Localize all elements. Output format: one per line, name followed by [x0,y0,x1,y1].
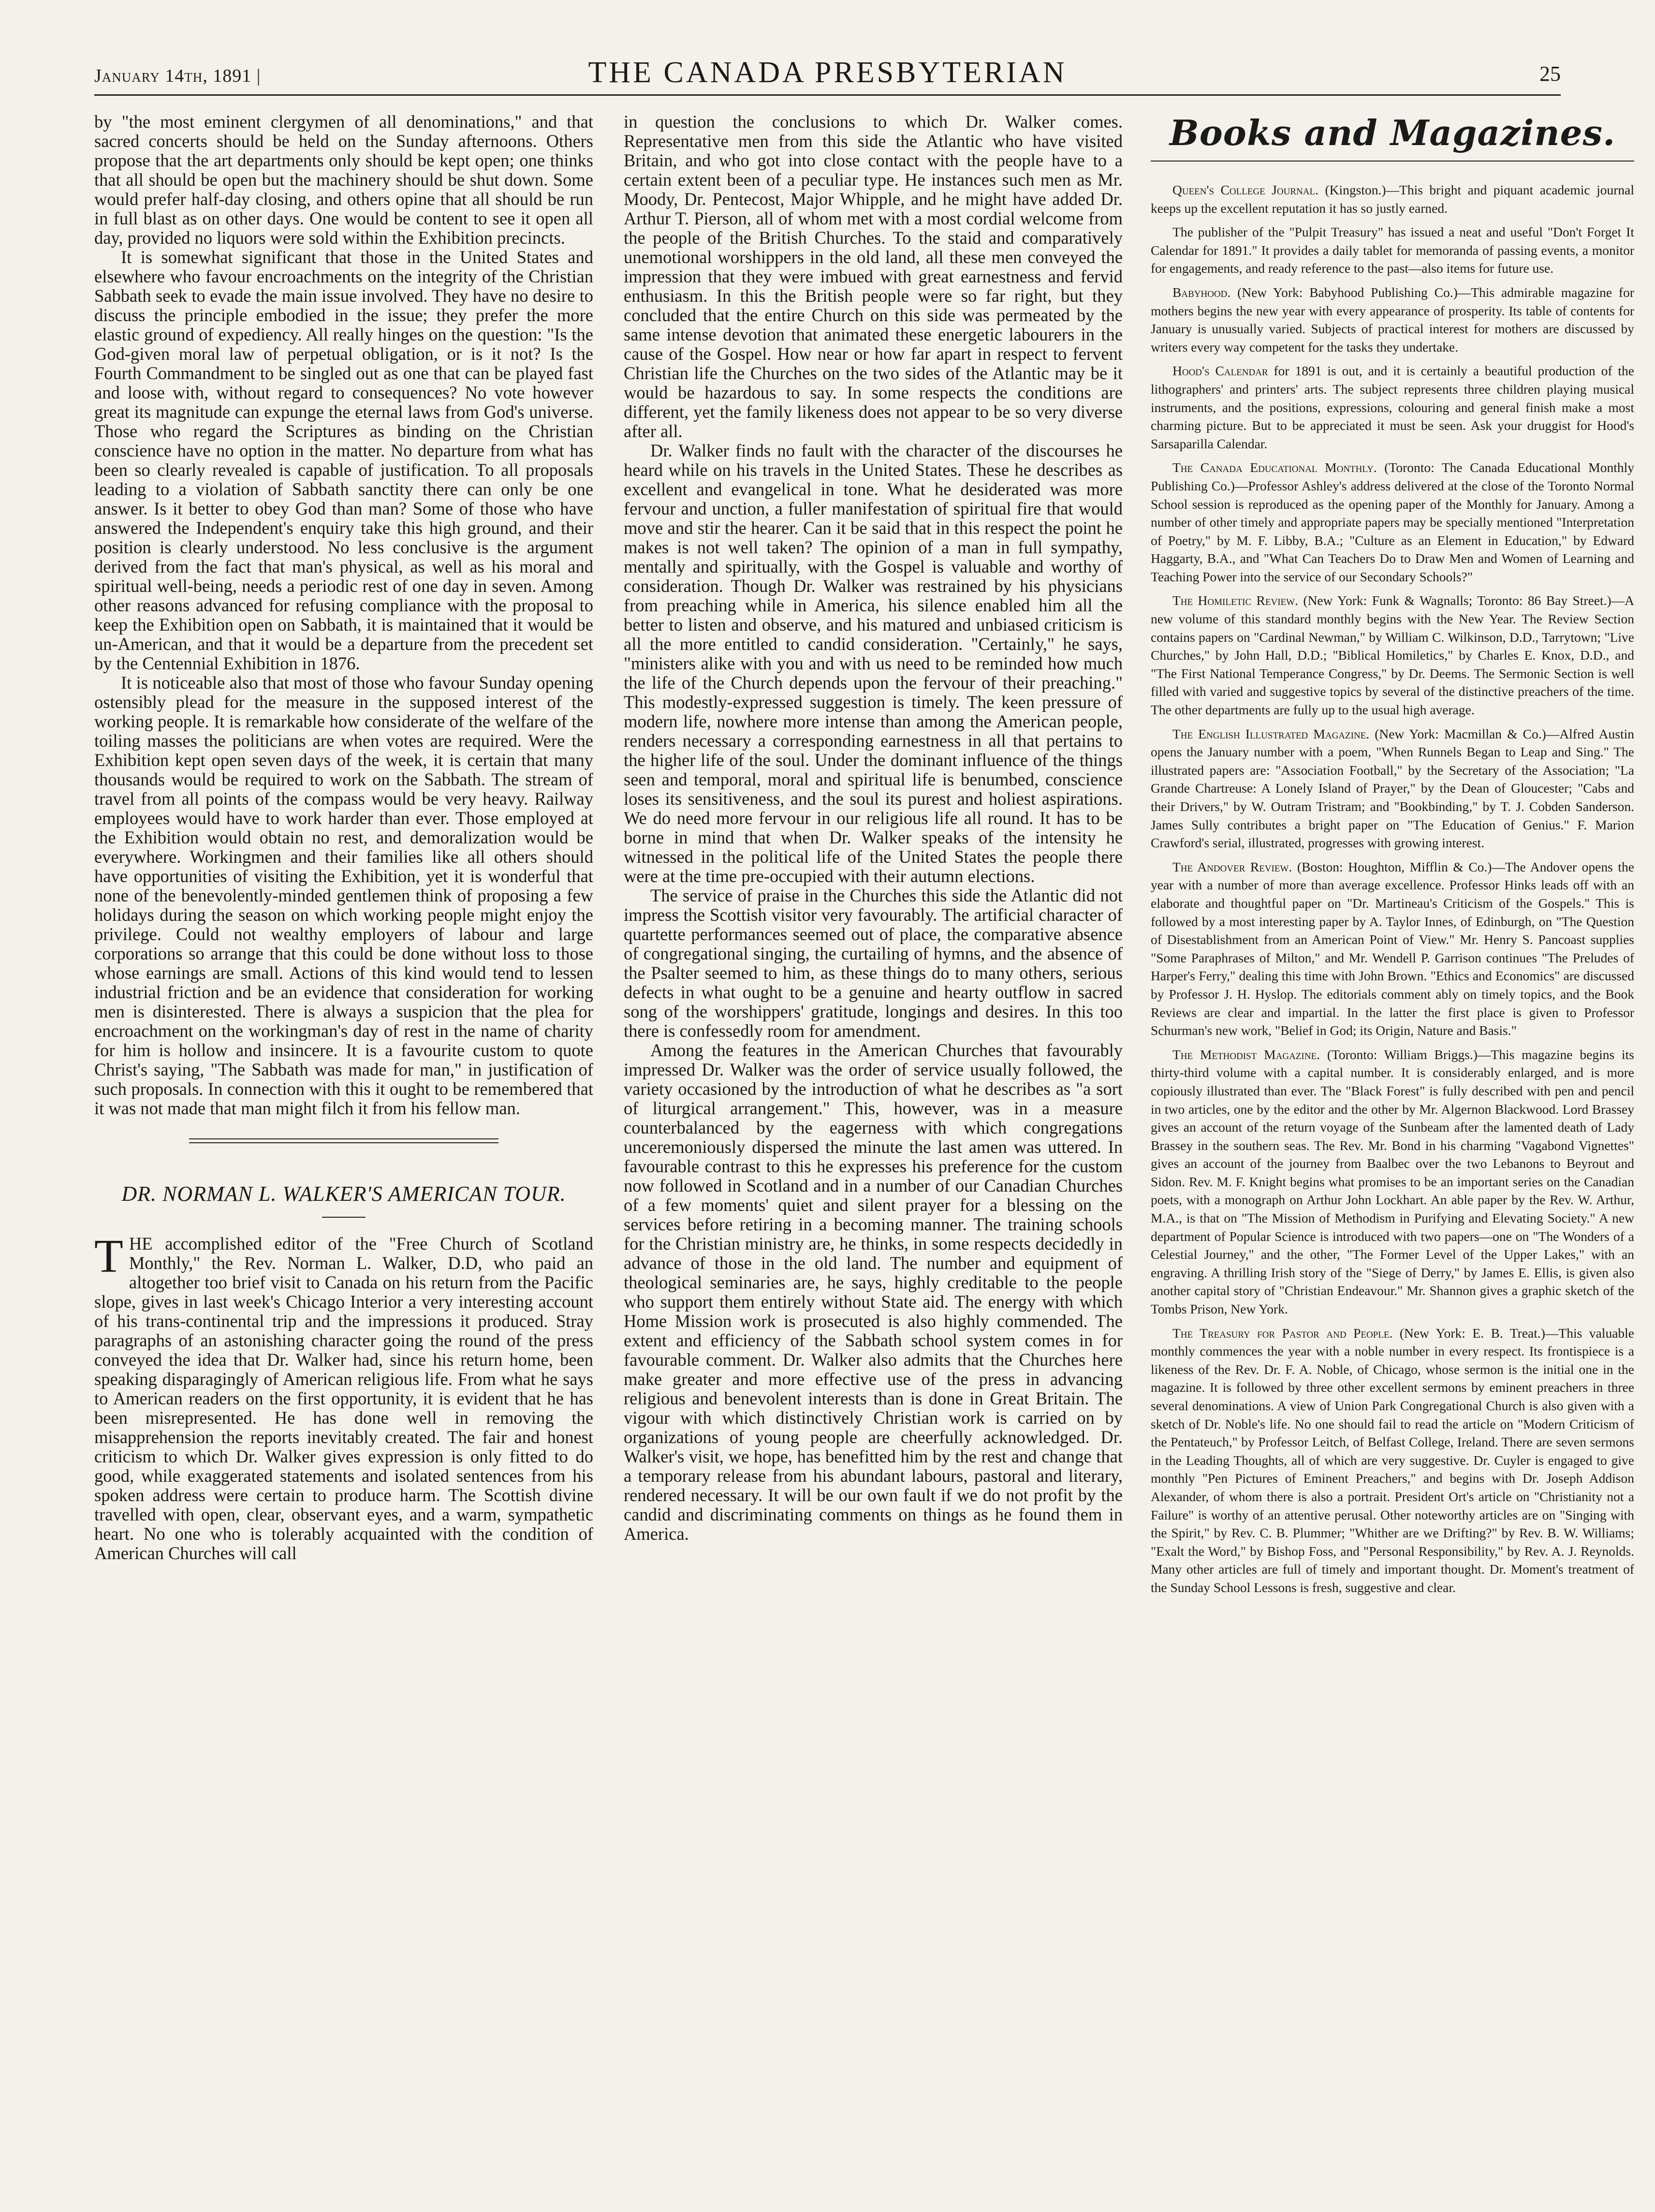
review-head: Queen's College Journal. [1172,182,1318,197]
review-text: (Toronto: The Canada Educational Monthly Publishing Co.)—Professor Ashley's address delivered at the close of the Toronto Normal School session is reproduced as the opening paper of the Monthly for January. Among a number of other timely and appropriate papers may be specially mentioned "Interpretation of Poetry," by M. F. Libby, B.A.; "Culture as an Element in Education," by Edward Haggarty, B.A., and "What Can Teachers Do to Draw Men and Women of Learning and Teaching Power into the service of our Secondary Schools?" [1151,460,1634,584]
review-head: The Canada Educational Monthly. [1172,460,1377,475]
article-paragraph: It is somewhat significant that those in the United States and elsewhere who favour encroachments on the integrity of the Christian Sabbath seek to evade the main issue involved. They have no desire to discuss the principle embodied in the issue; they prefer the more elastic ground of expediency. All really hinges on the question: "Is the God-given moral law of perpetual obligation, or is it not? Is the Fourth Commandment to be singled out as one that can be played fast and loose with, without regard to consequences? No vote however great its magnitude can expunge the eternal laws from God's universe. Those who regard the Scriptures as binding on the Christian conscience have no option in the matter. No departure from what has been so clearly revealed is capable of justification. To all proposals leading to a violation of Sabbath sanctity there can only be one answer. Is it better to obey God than man? Some of those who have answered the Independent's enquiry take this high ground, and their position is clearly understood. No less conclusive is the argument derived from the fact that man's physical, as well as his moral and spiritual well-being, needs a periodic rest of one day in seven. Among other reasons advanced for refusing compliance with the proposal to keep the Exhibition open on Sabbath, it is maintained that it would be un-American, and that it would be a departure from the precedent set by the Centennial Exhibition in 1876. [94,247,593,673]
drop-cap: T [94,1230,123,1283]
review-head: The Methodist Magazine. [1172,1047,1320,1062]
article-paragraph: Among the features in the American Churches that favourably impressed Dr. Walker was the order of service usually followed, the variety occasioned by the introduction of what he describes as "a sort of liturgical arrangement." This, however, was in a measure counterbalanced by the eagerness with which congregations unceremoniously dispersed the minute the last amen was uttered. In favourable contrast to this he expresses his preference for the custom now followed in Scotland and in a number of our Canadian Churches of a few moments' quiet and silent prayer for a blessing on the services before retiring in a becoming manner. The training schools for the Christian ministry are, he thinks, in some respects decidedly in advance of those in the old land. The number and equipment of theological seminaries are, he says, highly creditable to the people who support them entirely without State aid. The energy with which Home Mission work is prosecuted is also highly commended. The extent and efficiency of the Sabbath school system comes in for favourable comment. Dr. Walker also admits that the Churches here make greater and more effective use of the press in advancing religious and benevolent interests than is done in Great Britain. The vigour with which distinctively Christian work is carried on by organizations of young people are cheerfully acknowledged. Dr. Walker's visit, we hope, has benefitted him by the rest and change that a temporary release from his abundant labours, pastoral and literary, rendered necessary. It will be our own fault if we do not profit by the candid and discriminating comments on things as he found them in America. [624,1040,1123,1544]
review-text: The publisher of the "Pulpit Treasury" has issued a neat and useful "Don't Forget It Calendar for 1891." It provides a daily tablet for memoranda of passing events, a monitor for engagements, and ready reference to the past—also items for future use. [1151,224,1634,276]
review-item [1151,1046,1634,1318]
masthead-title: THE CANADA PRESBYTERIAN [588,56,1067,89]
review-head: The English Illustrated Magazine. [1172,726,1370,741]
review-item [1151,223,1634,278]
review-item [1151,1324,1634,1597]
article-paragraph: in question the conclusions to which Dr. Walker comes. Representative men from this side the Atlantic who have visited Britain, and who got into close contact with the people have to a certain extent been of a peculiar type. He instances such men as Mr. Moody, Dr. Pentecost, Major Whipple, and he might have added Dr. Arthur T. Pierson, all of whom met with a most cordial welcome from the people of the British Churches. To the staid and comparatively unemotional worshippers in the old land, all these men conveyed the impression that they were imbued with great earnestness and fervid enthusiasm. In this the British people were so far right, but they concluded that the entire Church on this side was permeated by the same intense devotion that animated these energetic labourers in the cause of the Gospel. How near or how far apart in respect to fervent Christian life the Churches on the two sides of the Atlantic may be it would be hazardous to say. In some respects the conditions are different, yet the family likeness does not appear to be so very diverse after all. [624,112,1123,441]
article-paragraph [94,1230,593,1563]
review-head: Hood's Calendar [1172,363,1268,379]
article-paragraph-text: HE accomplished editor of the "Free Church of Scotland Monthly," the Rev. Norman L. Walker, D.D, who paid an altogether too brief visit to Canada on his return from the Pacific slope, gives in last week's Chicago Interior a very interesting account of his trans-continental trip and the impressions it produced. Stray paragraphs of an astonishing character going the round of the press conveyed the idea that Dr. Walker had, since his return home, been speaking disparagingly of American religious life. From what he says to American readers on the first opportunity, it is evident that he has been misrepresented. He has done well in removing the misapprehension the reports inevitably created. The fair and honest criticism to which Dr. Walker gives expression is only fitted to do good, while exaggerated statements and isolated sentences from his spoken address were certain to produce harm. The Scottish divine travelled with open, clear, observant eyes, and a warm, sympathetic heart. No one who is tolerably acquainted with the condition of American Churches will call [94,1234,593,1563]
column-2 [624,112,1123,2183]
review-head: Babyhood. [1172,284,1231,300]
article-paragraph: Dr. Walker finds no fault with the character of the discourses he heard while on his travels in the United States. These he describes as excellent and evangelical in tone. What he desiderated was more fervour and unction, a fuller manifestation of spiritual fire that would move and stir the hearer. Can it be said that in this respect the point he makes is not well taken? The opinion of a man in full sympathy, mentally and spiritually, with the Gospel is valuable and worthy of consideration. Though Dr. Walker was restrained by his physicians from preaching while in America, his silence enabled him all the better to listen and observe, and his matured and unbiased criticism is all the more entitled to candid consideration. "Certainly," he says, "ministers alike with you and with us need to be reminded how much the life of the Church depends upon the fervour of their preaching." This modestly-expressed suggestion is timely. The keen pressure of modern life, nowhere more intense than among the American people, renders necessary a corresponding earnestness in all that pertains to the higher life of the soul. Under the dominant influence of the things seen and temporal, moral and spiritual life is benumbed, conscience loses its sensitiveness, and the soul its purest and holiest aspirations. We do need more fervour in our religious life all round. It has to be borne in mind that when Dr. Walker speaks of the intensity he witnessed in the political life of the United States the people there were at the time pre-occupied with their autumn elections. [624,441,1123,886]
article-paragraph: by "the most eminent clergymen of all denominations," and that sacred concerts should be held on the Sunday afternoons. Others propose that the art departments only should be kept open; one thinks that all should be open but the machinery should be shut down. Some would prefer half-day closing, and others opine that all should be run in full blast as on other days. One would be content to see it open all day, provided no liquors were sold within the Exhibition precincts. [94,112,593,248]
review-text: (New York: E. B. Treat.)—This valuable monthly commences the year with a noble number in every respect. Its frontispiece is a likeness of the Rev. Dr. F. A. Noble, of Chicago, whose sermon is the initial one in the magazine. It is followed by three other excellent sermons by eminent preachers in three several denominations. A view of Union Park Congregational Church is also given with a sketch of Dr. Noble's life. No one should fail to read the article on "Modern Criticism of the Pentateuch," by Professor Leitch, of Belfast College, Ireland. There are seven sermons in the Leading Thoughts, all of which are very suggestive. Dr. Cuyler is engaged to give monthly "Pen Pictures of Eminent Preachers," and begins with Dr. Joseph Addison Alexander, of whom there is also a portrait. President Ort's article on "Christianity not a Failure" is worthy of an attentive perusal. Other noteworthy articles are on "Singing with the Spirit," by Rev. C. B. Plummer; "Whither are we Drifting?" by Rev. B. W. Williams; "Exalt the Word," by Bishop Foss, and "Personal Responsibility," by Rev. A. J. Reynolds. Many other articles are full of timely and important thought. Dr. Moment's treatment of the Sunday School Lessons is fresh, suggestive and clear. [1151,1325,1634,1595]
review-text: (New York: Babyhood Publishing Co.)—This admirable magazine for mothers begins the new year with every appearance of prosperity. Its table of contents for January is unusually varied. Subjects of practical interest for mothers are discussed by writers every way competent for the tasks they undertake. [1151,284,1634,354]
issue-date: January 14th, 1891 | [94,66,261,86]
title-rule [1151,161,1634,162]
page-header [94,56,1561,96]
column-3 [1151,112,1634,2183]
books-section-title: Books and Magazines. [1169,112,1616,153]
section-heading: DR. NORMAN L. WALKER'S AMERICAN TOUR. [121,1182,566,1206]
review-head: The Treasury for Pastor and People. [1172,1325,1393,1341]
review-item [1151,591,1634,719]
review-item [1151,283,1634,356]
review-item [1151,362,1634,453]
review-head: The Andover Review. [1172,859,1292,874]
article-paragraph: The service of praise in the Churches this side the Atlantic did not impress the Scottish visitor very favourably. The artificial character of quartette performances seemed out of place, the comparative absence of congregational singing, the curtailing of hymns, and the absence of the Psalter seemed to him, as these things do to many others, serious defects in what ought to be a genuine and hearty outflow in sacred song of the worshippers' gratitude, longings and desires. In this too there is confessedly room for amendment. [624,885,1123,1041]
review-item [1151,725,1634,852]
review-item [1151,858,1634,1040]
review-item [1151,458,1634,586]
article-paragraph: It is noticeable also that most of those who favour Sunday opening ostensibly plead for the measure in the supposed interest of the working people. It is remarkable how considerate of the welfare of the toiling masses the politicians are when votes are required. Were the Exhibition kept open seven days of the week, it is certain that many thousands would be required to work on the Sabbath. The stream of travel from all points of the compass would be very heavy. Railway employees would have to work harder than ever. Those employed at the Exhibition would obtain no rest, and demoralization would be everywhere. Workingmen and their families like all others should have opportunities of visiting the Exhibition, yet it is wonderful that none of the benevolently-minded gentlemen think of proposing a few holidays during the season on which working people might enjoy the privilege. Could not wealthy employers of labour and large corporations so arrange that this could be done without loss to those whose earnings are small. Actions of this kind would tend to lessen industrial friction and be an evidence that consideration for working men is disinterested. There is always a suspicion that the plea for encroachment on the workingman's day of rest in the name of charity for him is hollow and insincere. It is a favourite custom to quote Christ's saying, "The Sabbath was made for man," in justification of such proposals. In connection with this it ought to be remembered that it was not made that man might filch it from his fellow man. [94,673,593,1118]
review-text: (Toronto: William Briggs.)—This magazine begins its thirty-third volume with a capital number. It is considerably enlarged, and is more copiously illustrated than ever. The "Black Forest" is fully described with pen and pencil in two articles, one by the editor and the other by Mr. Algernon Blackwood. Lord Brassey gives an account of the return voyage of the Sunbeam after the lamented death of Lady Brassey in the southern seas. The Rev. Mr. Bond in his charming "Vagabond Vignettes" gives an account of the journey from Baalbec over the two Lebanons to Beyrout and Sidon. Rev. M. F. Knight begins what promises to be an important series on the Canadian poets, with a monograph on Arthur John Lockhart. An able paper by the Rev. W. Arthur, M.A., is that on "The Mission of Methodism in Purifying and Elevating Society." A new department of Popular Science is introduced with two papers—one on "The Wonders of a Celestial Journey," and the other, "The Former Level of the Upper Lakes," with an engraving. A thrilling Irish story of the "Siege of Derry," by James E. Ellis, is given also another capital story of "Christian Endeavour." Mr. Shannon gives a graphic sketch of the Tombs Prison, New York. [1151,1047,1634,1317]
page-number: 25 [1539,62,1561,86]
column-1 [94,112,593,2183]
review-text: (New York: Macmillan & Co.)—Alfred Austin opens the January number with a poem, "When Runnels Began to Leap and Sing." The illustrated papers are: "Association Football," by the Secretary of the Association; "La Grande Chartreuse: A Lonely Island of Prayer," by the Dean of Gloucester; "Cabs and their Drivers," by W. Outram Tristram; and "Bookbinding," by T. J. Cobden Sanderson. James Sully contributes a bright paper on "The Education of Genius." F. Marion Crawford's serial, illustrated, progresses with growing interest. [1151,726,1634,851]
review-text: (New York: Funk & Wagnalls; Toronto: 86 Bay Street.)—A new volume of this standard monthly begins with the New Year. The Review Section contains papers on "Cardinal Newman," by William C. Wilkinson, D.D., Tarrytown; "Live Churches," by John Hall, D.D.; "Biblical Homiletics," by Charles E. Knox, D.D., and "The First National Temperance Congress," by Dr. Deems. The Sermonic Section is well filled with varied and suggestive topics by several of the distinctive preachers of the time. The other departments are fully up to the usual high average. [1151,593,1634,718]
review-text: (Kingston.)—This bright and piquant academic journal keeps up the excellent reputation it has so justly earned. [1151,182,1634,216]
review-item [1151,181,1634,217]
review-text: (Boston: Houghton, Mifflin & Co.)—The Andover opens the year with a number of more than average excellence. Professor Hinks leads off with an elaborate and thoughtful paper on "Dr. Martineau's Criticism of the Gospels." This is followed by a most interesting paper by A. Taylor Innes, of Edinburgh, on "The Question of Disestablishment from an American Point of View." Mr. Henry S. Pancoast supplies "Some Paraphrases of Milton," and Mr. Wendell P. Garrison continues "The Preludes of Harper's Ferry," dealing this time with John Brown. "Ethics and Economics" are discussed by Professor J. H. Hyslop. The editorials comment ably on timely topics, and the Book Reviews are clear and impartial. In the latter the first place is given to Professor Schurman's new work, "Belief in God; its Origin, Nature and Basis." [1151,859,1634,1038]
section-divider [189,1138,498,1143]
heading-rule [322,1217,366,1218]
review-head: The Homiletic Review. [1172,593,1298,608]
review-text: for 1891 is out, and it is certainly a beautiful production of the lithographers' and printers' arts. The subject represents three children playing musical instruments, and the positions, expressions, colouring and general finish make a most charming picture. But to be appreciated it must be seen. Ask your druggist for Hood's Sarsaparilla Calendar. [1151,363,1634,451]
